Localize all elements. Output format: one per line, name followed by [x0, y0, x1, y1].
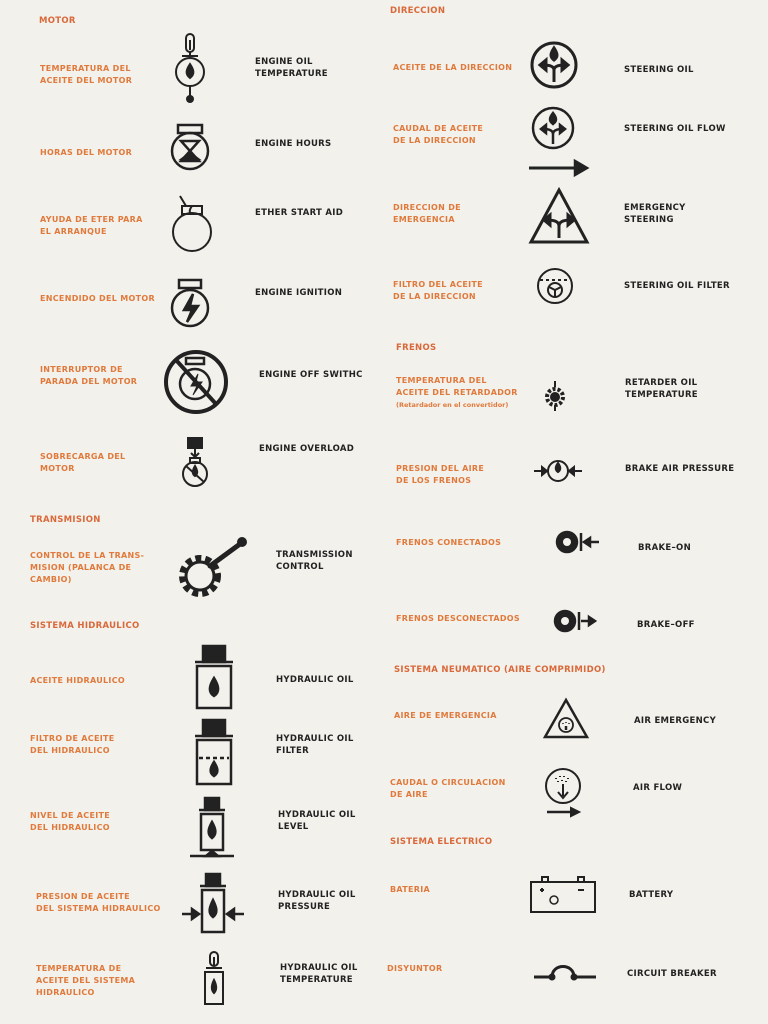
label-en-air-flow: AIR FLOW: [633, 783, 683, 793]
label-en-engine-off-switch: ENGINE OFF SWITHC: [259, 370, 363, 380]
label-en-hydraulic-oil-filter: HYDRAULIC OIL FILTER: [276, 734, 354, 756]
label-en-brake-on: BRAKE–ON: [638, 543, 691, 553]
section-direccion: DIRECCION: [390, 6, 446, 16]
label-es-steering-oil-filter: FILTRO DEL ACEITE DE LA DIRECCION: [393, 280, 483, 301]
brake-off-icon: [553, 608, 597, 634]
section-electrico: SISTEMA ELECTRICO: [390, 837, 493, 847]
engine-overload-icon: [180, 436, 210, 490]
label-es-engine-ignition: ENCENDIDO DEL MOTOR: [40, 294, 155, 303]
label-es-hydraulic-oil-filter: FILTRO DE ACEITE DEL HIDRAULICO: [30, 734, 115, 755]
engine-off-switch-icon: [162, 346, 230, 416]
label-en-emergency-steering: EMERGENCY STEERING: [624, 203, 686, 225]
label-en-engine-overload: ENGINE OVERLOAD: [259, 444, 355, 454]
label-es-hydraulic-oil: ACEITE HIDRAULICO: [30, 676, 125, 685]
section-neumatico: SISTEMA NEUMATICO (AIRE COMPRIMIDO): [394, 665, 606, 675]
label-es-air-emergency: AIRE DE EMERGENCIA: [394, 711, 497, 720]
label-en-hydraulic-oil-temperature: HYDRAULIC OIL TEMPERATURE: [280, 963, 358, 985]
label-es-hydraulic-oil-temperature: TEMPERATURA DE ACEITE DEL SISTEMA HIDRAULICO: [36, 964, 136, 997]
hydraulic-oil-icon: [193, 644, 235, 712]
label-es-engine-hours: HORAS DEL MOTOR: [40, 148, 133, 157]
label-en-hydraulic-oil-pressure: HYDRAULIC OIL PRESSURE: [278, 890, 356, 912]
label-es-brake-air-pressure: PRESION DEL AIRE DE LOS FRENOS: [396, 464, 485, 485]
label-en-circuit-breaker: CIRCUIT BREAKER: [627, 969, 717, 979]
label-es-air-flow: CAUDAL O CIRCULACION DE AIRE: [390, 778, 506, 799]
label-es-engine-off-switch: INTERRUPTOR DE PARADA DEL MOTOR: [40, 365, 138, 386]
hydraulic-oil-filter-icon: [193, 718, 235, 788]
brake-air-pressure-icon: [533, 458, 583, 484]
label-es-steering-oil: ACEITE DE LA DIRECCION: [393, 63, 513, 72]
battery-icon: [528, 874, 600, 916]
steering-oil-flow-icon: [527, 104, 591, 178]
steering-oil-filter-icon: [535, 266, 575, 306]
label-en-ether-start-aid: ETHER START AID: [255, 208, 344, 218]
label-es-engine-oil-temperature: TEMPERATURA DEL ACEITE DEL MOTOR: [40, 64, 133, 85]
engine-hours-icon: [168, 117, 212, 173]
engine-ignition-icon: [168, 276, 212, 330]
label-en-retarder-oil-temperature: RETARDER OIL TEMPERATURE: [625, 378, 698, 400]
label-es-retarder-oil-temperature: [396, 375, 518, 411]
label-es-circuit-breaker: DISYUNTOR: [387, 964, 443, 973]
ether-start-aid-icon: [170, 192, 214, 254]
retarder-es-subtext: (Retardador en el convertidor): [396, 401, 509, 409]
brake-on-icon: [555, 529, 601, 555]
label-en-transmission-control: TRANSMISSION CONTROL: [276, 550, 353, 572]
label-en-engine-ignition: ENGINE IGNITION: [255, 288, 343, 298]
label-en-steering-oil-flow: STEERING OIL FLOW: [624, 124, 726, 134]
steering-oil-icon: [529, 40, 579, 90]
retarder-oil-temperature-icon: [543, 380, 567, 412]
engine-oil-temperature-icon: [172, 32, 208, 104]
air-flow-icon: [543, 766, 583, 820]
hydraulic-oil-temperature-icon: [201, 950, 227, 1008]
label-es-battery: BATERIA: [390, 885, 431, 894]
label-en-engine-hours: ENGINE HOURS: [255, 139, 332, 149]
label-es-brake-off: FRENOS DESCONECTADOS: [396, 614, 520, 623]
label-es-engine-overload: SOBRECARGA DEL MOTOR: [40, 452, 126, 473]
section-frenos: FRENOS: [396, 343, 437, 353]
hydraulic-oil-level-icon: [188, 796, 236, 864]
label-en-steering-oil: STEERING OIL: [624, 65, 694, 75]
label-en-engine-oil-temperature: ENGINE OIL TEMPERATURE: [255, 57, 328, 79]
label-es-transmission-control: CONTROL DE LA TRANS- MISION (PALANCA DE CAMBIO): [30, 551, 145, 584]
circuit-breaker-icon: [530, 957, 600, 983]
transmission-control-icon: [172, 536, 252, 606]
label-es-hydraulic-oil-level: NIVEL DE ACEITE DEL HIDRAULICO: [30, 811, 111, 832]
label-es-brake-on: FRENOS CONECTADOS: [396, 538, 502, 547]
section-transmision: TRANSMISION: [30, 515, 101, 525]
label-es-steering-oil-flow: CAUDAL DE ACEITE DE LA DIRECCION: [393, 124, 484, 145]
label-es-ether-start-aid: AYUDA DE ETER PARA EL ARRANQUE: [40, 215, 143, 236]
label-en-brake-air-pressure: BRAKE AIR PRESSURE: [625, 464, 735, 474]
retarder-es-text: TEMPERATURA DEL ACEITE DEL RETARDADOR: [396, 376, 518, 397]
label-es-hydraulic-oil-pressure: PRESION DE ACEITE DEL SISTEMA HIDRAULICO: [36, 892, 161, 913]
label-es-emergency-steering: DIRECCION DE EMERGENCIA: [393, 203, 461, 224]
label-en-air-emergency: AIR EMERGENCY: [634, 716, 717, 726]
label-en-steering-oil-filter: STEERING OIL FILTER: [624, 281, 730, 291]
label-en-brake-off: BRAKE–OFF: [637, 620, 695, 630]
label-en-hydraulic-oil-level: HYDRAULIC OIL LEVEL: [278, 810, 356, 832]
label-en-hydraulic-oil: HYDRAULIC OIL: [276, 675, 354, 685]
label-en-battery: BATTERY: [629, 890, 674, 900]
hydraulic-oil-pressure-icon: [180, 872, 246, 940]
air-emergency-icon: [542, 697, 590, 741]
section-motor: MOTOR: [39, 16, 76, 26]
emergency-steering-icon: [527, 186, 591, 246]
section-hidraulico: SISTEMA HIDRAULICO: [30, 621, 140, 631]
